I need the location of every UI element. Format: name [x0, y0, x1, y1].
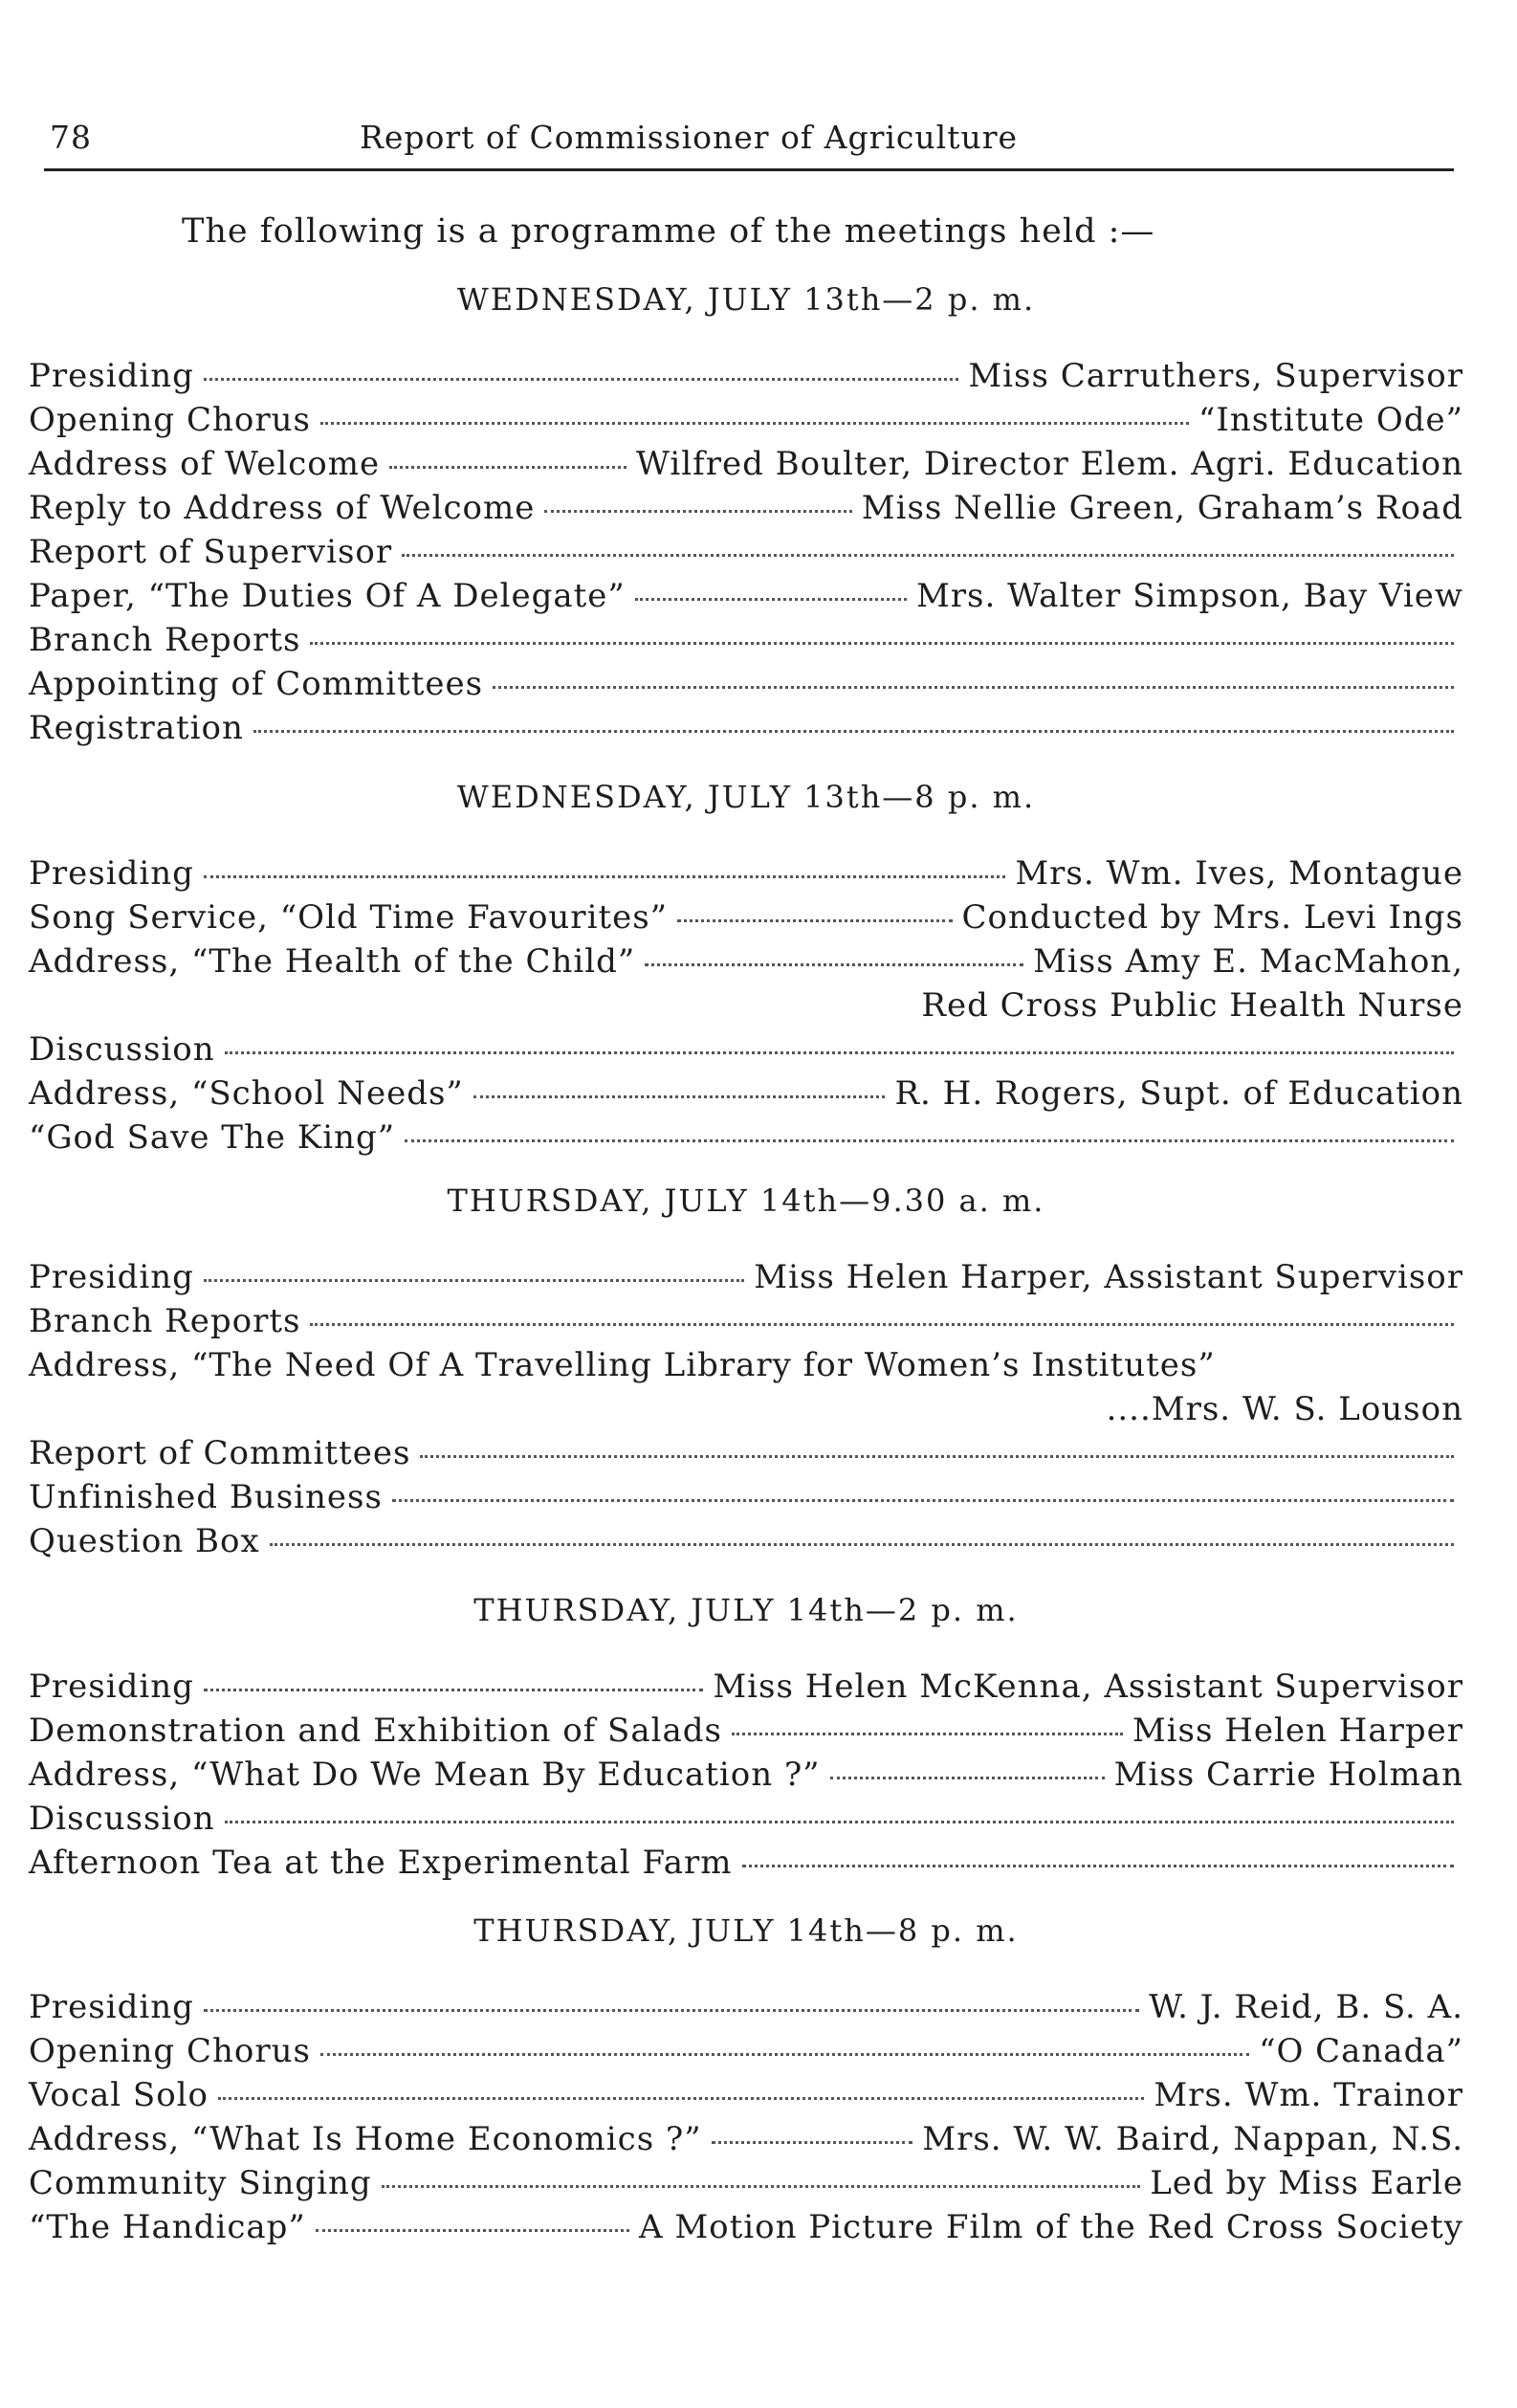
item-label: Reply to Address of Welcome	[29, 489, 536, 527]
item-value: Mrs. Walter Simpson, Bay View	[915, 577, 1463, 615]
item-value: “O Canada”	[1259, 2032, 1463, 2070]
session-block	[29, 277, 1463, 750]
dot-leader	[544, 510, 851, 513]
programme-item	[29, 1116, 1463, 1160]
programme-item	[29, 2073, 1463, 2117]
programme-item	[29, 1475, 1463, 1519]
item-continuation: ....Mrs. W. S. Louson	[1106, 1390, 1463, 1428]
programme-item	[29, 1985, 1463, 2029]
programme-item	[29, 1709, 1463, 1753]
item-label: Opening Chorus	[29, 2032, 311, 2070]
dot-leader	[732, 1733, 1123, 1735]
item-label: Demonstration and Exhibition of Salads	[29, 1712, 722, 1750]
programme-item	[29, 1431, 1463, 1475]
item-label: Presiding	[29, 357, 194, 395]
session-heading: WEDNESDAY, JULY 13th—2 p. m.	[456, 281, 1036, 318]
programme-item	[29, 2029, 1463, 2073]
item-label: Discussion	[29, 1800, 215, 1838]
item-label: Branch Reports	[29, 621, 301, 659]
page-header	[44, 105, 1454, 166]
item-label: Registration	[29, 709, 244, 747]
dot-leader	[204, 378, 958, 381]
intro-text: The following is a programme of the meetings held :—	[182, 212, 1155, 251]
programme-item	[29, 662, 1463, 706]
item-value: “Institute Ode”	[1198, 401, 1463, 439]
session-heading: THURSDAY, JULY 14th—9.30 a. m.	[447, 1182, 1045, 1219]
item-continuation: Red Cross Public Health Nurse	[921, 986, 1463, 1025]
item-label: “God Save The King”	[29, 1118, 396, 1157]
programme-item	[29, 851, 1463, 895]
programme-item	[29, 895, 1463, 939]
programme-item	[29, 354, 1463, 398]
item-label: Presiding	[29, 1988, 194, 2026]
item-value: W. J. Reid, B. S. A.	[1149, 1988, 1463, 2026]
dot-leader	[742, 1865, 1454, 1867]
item-label: Appointing of Committees	[29, 665, 484, 703]
item-value: Led by Miss Earle	[1150, 2164, 1463, 2202]
item-value: Miss Carrie Holman	[1113, 1756, 1463, 1794]
item-label: Afternoon Tea at the Experimental Farm	[29, 1844, 733, 1882]
programme-item	[29, 1343, 1463, 1387]
dot-leader	[225, 1051, 1454, 1054]
session-block	[29, 1588, 1463, 1885]
programme-item	[29, 1753, 1463, 1797]
item-label: Presiding	[29, 854, 194, 893]
programme-item	[29, 1665, 1463, 1709]
dot-leader	[270, 1543, 1454, 1546]
item-value: Miss Helen Harper	[1132, 1712, 1463, 1750]
item-label: Paper, “The Duties Of A Delegate”	[29, 577, 626, 615]
item-label: Question Box	[29, 1522, 260, 1560]
page-number: 78	[50, 119, 92, 156]
programme-item	[29, 1027, 1463, 1071]
dot-leader	[204, 2009, 1139, 2012]
dot-leader	[204, 1689, 703, 1691]
item-label: Unfinished Business	[29, 1478, 383, 1516]
dot-leader	[493, 686, 1454, 689]
dot-leader	[405, 1139, 1454, 1142]
item-label: Address, “What Is Home Economics ?”	[29, 2120, 702, 2158]
session-block	[29, 775, 1463, 1160]
session-block	[29, 1179, 1463, 1563]
item-value: A Motion Picture Film of the Red Cross Society	[638, 2208, 1463, 2246]
item-value: Mrs. W. W. Baird, Nappan, N.S.	[922, 2120, 1463, 2158]
dot-leader	[310, 642, 1454, 645]
item-value: Mrs. Wm. Ives, Montague	[1015, 854, 1463, 893]
programme-item	[29, 530, 1463, 574]
programme-item	[29, 398, 1463, 442]
session-heading: THURSDAY, JULY 14th—8 p. m.	[473, 1912, 1019, 1949]
programme-item	[29, 574, 1463, 618]
dot-leader	[320, 2053, 1249, 2056]
dot-leader	[473, 1095, 886, 1098]
item-value: Miss Helen Harper, Assistant Supervisor	[754, 1258, 1463, 1296]
item-label: Address, “The Need Of A Travelling Library for Women’s Institutes”	[29, 1346, 1216, 1384]
item-label: Address of Welcome	[29, 445, 381, 483]
programme-item	[29, 2117, 1463, 2161]
programme-item	[29, 939, 1463, 983]
dot-leader	[635, 598, 907, 601]
session-heading: WEDNESDAY, JULY 13th—8 p. m.	[456, 779, 1036, 815]
dot-leader	[316, 2229, 629, 2232]
item-label: Opening Chorus	[29, 401, 311, 439]
item-label: Discussion	[29, 1030, 215, 1069]
running-title: Report of Commissioner of Agriculture	[360, 119, 1019, 156]
dot-leader	[225, 1821, 1454, 1823]
item-label: Report of Supervisor	[29, 533, 393, 571]
dot-leader	[253, 730, 1454, 733]
programme-item	[29, 2205, 1463, 2249]
dot-leader	[645, 963, 1023, 966]
dot-leader	[402, 554, 1454, 557]
dot-leader	[204, 875, 1005, 878]
programme-item	[29, 486, 1463, 530]
item-value: Miss Nellie Green, Graham’s Road	[861, 489, 1463, 527]
item-label: Vocal Solo	[29, 2076, 209, 2114]
item-label: Community Singing	[29, 2164, 372, 2202]
programme-item	[29, 2161, 1463, 2205]
dot-leader	[420, 1455, 1454, 1458]
item-value: Miss Amy E. MacMahon,	[1033, 942, 1463, 981]
item-value: Conducted by Mrs. Levi Ings	[961, 898, 1463, 937]
session-block	[29, 1909, 1463, 2249]
dot-leader	[677, 919, 952, 922]
programme-item	[29, 706, 1463, 750]
item-label: Song Service, “Old Time Favourites”	[29, 898, 669, 937]
item-value: Wilfred Boulter, Director Elem. Agri. Education	[636, 445, 1463, 483]
programme-item	[29, 1071, 1463, 1116]
programme-item	[29, 1519, 1463, 1563]
header-divider	[44, 168, 1454, 171]
item-value: R. H. Rogers, Supt. of Education	[894, 1074, 1463, 1113]
dot-leader	[830, 1777, 1105, 1779]
item-label: Address, “What Do We Mean By Education ?”	[29, 1756, 821, 1794]
dot-leader	[712, 2141, 913, 2144]
programme-item	[29, 442, 1463, 486]
dot-leader	[218, 2097, 1144, 2100]
programme-item	[29, 1299, 1463, 1343]
dot-leader	[204, 1279, 744, 1282]
item-label: “The Handicap”	[29, 2208, 306, 2246]
programme-item	[29, 618, 1463, 662]
dot-leader	[310, 1323, 1454, 1326]
item-label: Branch Reports	[29, 1302, 301, 1340]
dot-leader	[389, 466, 627, 469]
item-label: Address, “School Needs”	[29, 1074, 464, 1113]
item-value: Miss Carruthers, Supervisor	[968, 357, 1463, 395]
programme-item	[29, 1255, 1463, 1299]
session-heading: THURSDAY, JULY 14th—2 p. m.	[473, 1592, 1019, 1628]
item-value: Mrs. Wm. Trainor	[1154, 2076, 1463, 2114]
item-label: Report of Committees	[29, 1434, 411, 1472]
dot-leader	[320, 422, 1189, 425]
item-label: Address, “The Health of the Child”	[29, 942, 636, 981]
item-value: Miss Helen McKenna, Assistant Supervisor	[713, 1668, 1463, 1706]
programme-item	[29, 1797, 1463, 1841]
dot-leader	[392, 1499, 1454, 1502]
dot-leader	[382, 2185, 1141, 2188]
programme-item	[29, 1841, 1463, 1885]
item-label: Presiding	[29, 1668, 194, 1706]
item-label: Presiding	[29, 1258, 194, 1296]
